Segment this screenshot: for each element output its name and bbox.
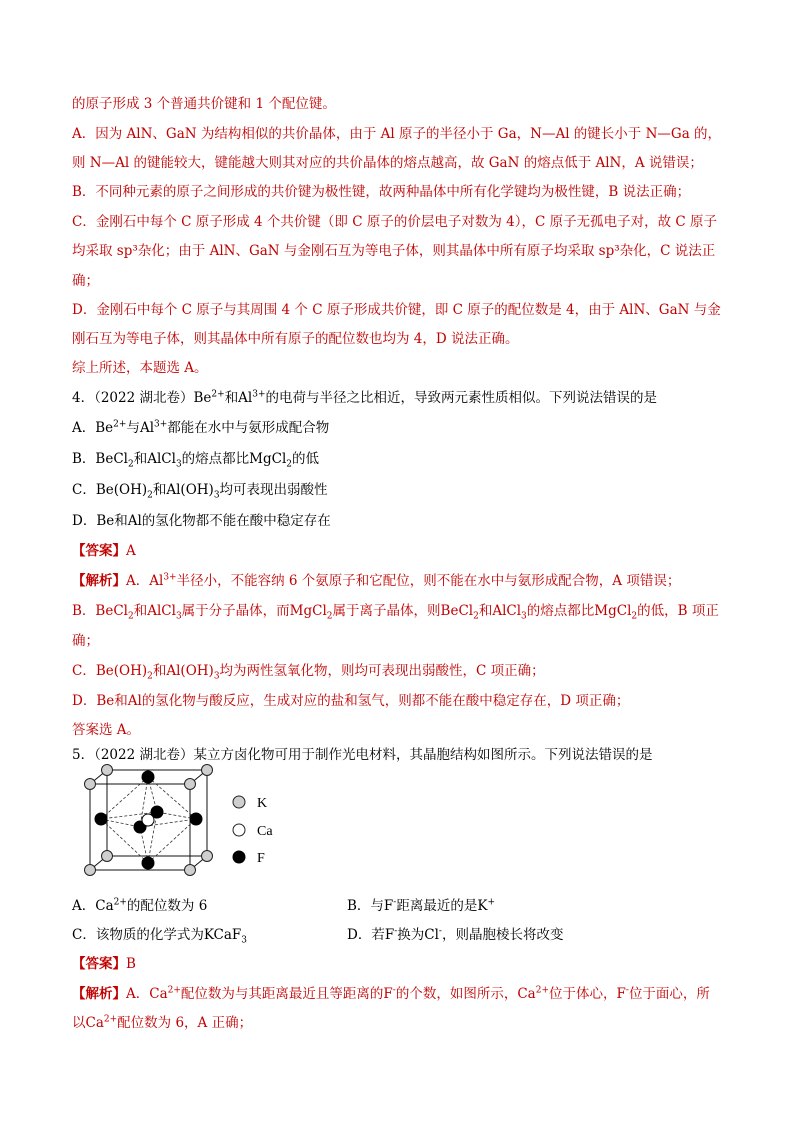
subscript: 2 (127, 459, 134, 470)
solution-line: 刚石互为等电子体，则其晶体中所有原子的配位数也均为 4，D 说法正确。 (72, 331, 519, 347)
answer-tag: 【答案】 (72, 956, 126, 972)
question-5-option-b (347, 896, 495, 916)
f-atom (190, 813, 202, 825)
superscript: 3+ (154, 419, 168, 430)
option-text: ，则晶胞棱长将改变 (441, 927, 564, 943)
analysis-text: 配位数为与其距离最近且等距离的F (180, 986, 393, 1002)
solution-line: 均采取 sp³杂化；由于 AlN、GaN 与金刚石互为等电子体，则其晶体中所有原子均采取 sp³杂化，C 说法正 (72, 243, 716, 259)
analysis-tag: 【解析】 (72, 986, 126, 1002)
subscript: 2 (127, 611, 134, 622)
option-text: B．BeCl (72, 451, 128, 467)
k-atom (85, 865, 96, 876)
stem-text: 4．（2022 湖北卷）Be (72, 390, 212, 406)
solution-line: 综上所述，本题选 A。 (72, 360, 208, 376)
answer-tag: 【答案】 (72, 543, 126, 559)
analysis-text: 位于体心，F (549, 986, 626, 1002)
analysis-text: A．Al (126, 573, 164, 589)
option-text: 距离最近的是K (396, 898, 488, 914)
subscript: 2 (631, 611, 638, 622)
k-atom (185, 865, 196, 876)
subscript: 3 (213, 490, 220, 501)
superscript: 2+ (113, 419, 127, 430)
f-atom (142, 857, 154, 869)
subscript: 2 (286, 459, 293, 470)
superscript: - (393, 897, 397, 908)
subscript: 2 (147, 490, 153, 501)
solution-line: A．因为 AlN、GaN 为结构相似的共价晶体，由于 Al 原子的半径小于 Ga，N—Al 的键长小于 N—Ga 的， (72, 126, 722, 142)
answer-value: B (126, 956, 136, 972)
f-atom (95, 813, 107, 825)
stem-text: 的电荷与半径之比相近，导致两元素性质相似。下列说法错误的是 (265, 390, 658, 406)
subscript: 2 (147, 671, 153, 682)
option-text: A．Ca (72, 898, 114, 914)
analysis-text: 的低，B 项正 (637, 603, 719, 619)
analysis-text: 和Al(OH) (152, 663, 214, 679)
analysis-text: 的熔点都比MgCl (526, 603, 632, 619)
stem-text: 和Al (224, 390, 253, 406)
analysis-text: 位于面心，所 (628, 986, 710, 1002)
f-atom (142, 771, 154, 783)
solution-line: 确； (72, 273, 99, 289)
subscript: 3 (241, 935, 248, 946)
analysis-text: 的个数，如图所示，Ca (395, 986, 536, 1002)
subscript: 2 (473, 611, 479, 622)
question-4-option-c (72, 480, 724, 500)
analysis-text: 以Ca (72, 1015, 104, 1031)
analysis-text: 半径小，不能容纳 6 个氨原子和它配位，则不能在水中与氨形成配合物，A 项错误； (176, 573, 681, 589)
question-4-option-d: D．Be和Al的氢化物都不能在酸中稳定存在 (72, 513, 331, 529)
question-4-analysis-line (72, 571, 724, 591)
legend-k-label: K (257, 796, 268, 811)
question-4-option-b (72, 449, 724, 469)
subscript: 3 (175, 611, 182, 622)
question-4-analysis-line (72, 601, 724, 621)
analysis-text: 均为两性氢氧化物，则均可表现出弱酸性，C 项正确； (219, 663, 545, 679)
superscript: 3+ (163, 572, 177, 583)
solution-line: 的原子形成 3 个普通共价键和 1 个配位键。 (72, 96, 336, 112)
solution-line: B．不同种元素的原子之间形成的共价键为极性键，故两种晶体中所有化学键均为极性键，B 说法正确； (72, 184, 691, 200)
question-4-analysis-line (72, 661, 724, 681)
k-atom (85, 779, 96, 790)
option-text: C．该物质的化学式为KCaF (72, 927, 242, 943)
superscript: 2+ (113, 897, 127, 908)
superscript: 3+ (252, 389, 266, 400)
question-5-analysis-line (72, 984, 724, 1004)
k-atom (102, 851, 113, 862)
ca-atom (142, 814, 154, 826)
subscript: 3 (521, 611, 527, 622)
superscript: - (392, 985, 396, 996)
analysis-text: 配位数为 6，A 正确； (117, 1015, 253, 1031)
option-text: C．Be(OH) (72, 482, 148, 498)
superscript: 2+ (535, 985, 550, 996)
option-text: 和AlCl (133, 451, 176, 467)
option-text: 与Al (126, 420, 155, 436)
k-atom (202, 765, 213, 776)
question-5-stem: 5．（2022 湖北卷）某立方卤化物可用于制作光电材料，其晶胞结构如图所示。下列说法错误的是 (72, 747, 653, 763)
subscript: 3 (175, 459, 182, 470)
question-4-option-a (72, 418, 724, 438)
solution-line: C．金刚石中每个 C 原子形成 4 个共价键（即 C 原子的价层电子对数为 4），C 原子无孤电子对，故 C 原子 (72, 214, 717, 230)
crystal-structure-diagram (72, 752, 284, 877)
option-text: D．若F (347, 927, 395, 943)
option-text: 的配位数为 6 (126, 898, 208, 914)
analysis-text: A．Ca (126, 986, 168, 1002)
superscript: - (394, 926, 398, 937)
option-text: 的熔点都比MgCl (181, 451, 287, 467)
question-4-answer (72, 541, 724, 561)
superscript: - (438, 926, 442, 937)
superscript: 2+ (211, 389, 225, 400)
option-text: 均可表现出弱酸性 (219, 482, 328, 498)
question-5-option-a (72, 896, 207, 916)
question-5-answer (72, 954, 724, 974)
analysis-text: B．BeCl (72, 603, 128, 619)
subscript: 2 (326, 611, 333, 622)
k-atom (102, 765, 113, 776)
analysis-text: 属于离子晶体，则BeCl (332, 603, 474, 619)
superscript: - (625, 985, 629, 996)
k-atom (202, 851, 213, 862)
option-text: 的低 (292, 451, 320, 467)
question-4-analysis-line: 确； (72, 633, 99, 649)
analysis-text: 属于分子晶体，而MgCl (181, 603, 327, 619)
analysis-text: 和AlCl (133, 603, 176, 619)
option-text: 和Al(OH) (152, 482, 214, 498)
legend-f-label: F (257, 851, 265, 866)
legend-k-marker (233, 796, 245, 808)
option-text: 换为Cl (397, 927, 439, 943)
question-4-stem (72, 388, 724, 408)
superscript: 2+ (103, 1014, 118, 1025)
question-5-option-d (347, 925, 563, 945)
solution-line: D．金刚石中每个 C 原子与其周围 4 个 C 原子形成共价键，即 C 原子的配位数是 4，由于 AlN、GaN 与金 (72, 302, 721, 318)
question-5-analysis-line (72, 1013, 724, 1033)
legend-ca-label: Ca (257, 824, 273, 839)
subscript: 3 (213, 671, 220, 682)
question-5-option-c (72, 925, 247, 945)
analysis-tag: 【解析】 (72, 573, 126, 589)
option-text: B．与F (347, 898, 394, 914)
legend-f-marker (233, 851, 245, 863)
k-atom (185, 779, 196, 790)
question-4-analysis-line: 答案选 A。 (72, 722, 141, 738)
answer-value: A (126, 543, 136, 559)
analysis-text: 和AlCl (478, 603, 522, 619)
option-text: A．Be (72, 420, 114, 436)
superscript: + (487, 897, 495, 908)
analysis-text: C．Be(OH) (72, 663, 148, 679)
legend-ca-marker (233, 824, 245, 836)
option-text: 都能在水中与氨形成配合物 (167, 420, 330, 436)
superscript: 2+ (167, 985, 181, 996)
solution-line: 则 N—Al 的键能较大，键能越大则其对应的共价晶体的熔点越高，故 GaN 的熔点低于 AlN，A 说错误； (72, 155, 703, 171)
question-4-analysis-line: D．Be和Al的氢化物与酸反应，生成对应的盐和氢气，则都不能在酸中稳定存在，D 项正确； (72, 693, 630, 709)
